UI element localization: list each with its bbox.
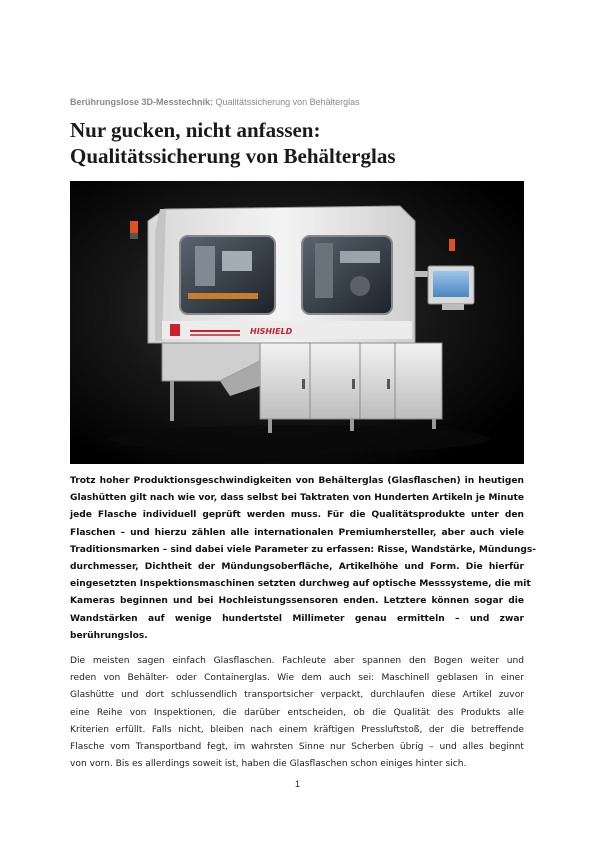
body-line: Kriterien erfüllt. Falls nicht, bleiben nach einem kräftigen Pressluftstoß, der die betreffende (70, 724, 524, 735)
body-line: Flasche vom Transportband fegt, im wahrsten Sinne nur Scherben übrig – und alles beginnt (70, 742, 524, 753)
body-paragraph (70, 653, 524, 773)
lead-paragraph (70, 473, 537, 645)
lead-line: jede Flasche individuell geprüft werden muss. Für die Qualitätsprodukte unter den (70, 510, 524, 521)
lead-line: Traditionsmarken – sind dabei viele Parameter zu erfassen: Risse, Wandstärke, Mündungs- (70, 544, 537, 555)
lead-line: Glashütten gilt nach wie vor, dass selbst bei Taktraten von Hunderten Artikeln je Minute (70, 493, 524, 504)
lead-line: Trotz hoher Produktionsgeschwindigkeiten von Behälterglas (Glasflaschen) in heutigen (70, 476, 524, 486)
lead-line: durchmesser, Dichtheit der Mündungsoberfläche, Artikelhöhe und Form. Die hierfür (70, 562, 524, 573)
lead-line: berührungslos. (70, 630, 148, 641)
machine-brand-label: HISHIELD (250, 327, 293, 336)
article-title (70, 117, 530, 169)
article-kicker (70, 97, 530, 107)
lead-line: Flaschen – und hierzu zählen alle internationalen Premiumhersteller, aber auch viele (70, 527, 524, 538)
title-line-2: Qualitätssicherung von Behälterglas (70, 144, 396, 168)
body-line: von vorn. Bis es allerdings soweit ist, haben die Glasflaschen schon einiges hinter sich. (70, 759, 467, 770)
page-number: 1 (294, 779, 300, 789)
kicker-topic: Berührungslose 3D-Messtechnik: (70, 97, 214, 107)
inspection-machine-photo (70, 181, 524, 464)
body-line: eine Reihe von Inspektionen, die darüber entscheiden, ob die Qualität des Produkts alle (70, 707, 524, 718)
lead-line: eingesetzten Inspektionsmaschinen setzten durchweg auf optische Messsysteme, die mit (70, 579, 531, 590)
body-line: Glashütte und dort schlussendlich transportsicher verpackt, durchlaufen diese Artikel zuvor (70, 690, 524, 701)
kicker-subtitle: Qualitätssicherung von Behälterglas (213, 97, 360, 107)
body-line: reden von Behälter- oder Containerglas. Wie dem auch sei: Maschinell geblasen in einer (70, 673, 524, 684)
lead-line: Kameras beginnen und bei Hochleistungssensoren enden. Letztere können sogar die (70, 596, 524, 607)
body-line: Die meisten sagen einfach Glasflaschen. Fachleute aber spannen den Bogen weiter und (70, 656, 524, 666)
title-line-1: Nur gucken, nicht anfassen: (70, 118, 321, 142)
lead-line: Wandstärken auf wenige hundertstel Millimeter genau ermitteln – und zwar (70, 613, 524, 624)
